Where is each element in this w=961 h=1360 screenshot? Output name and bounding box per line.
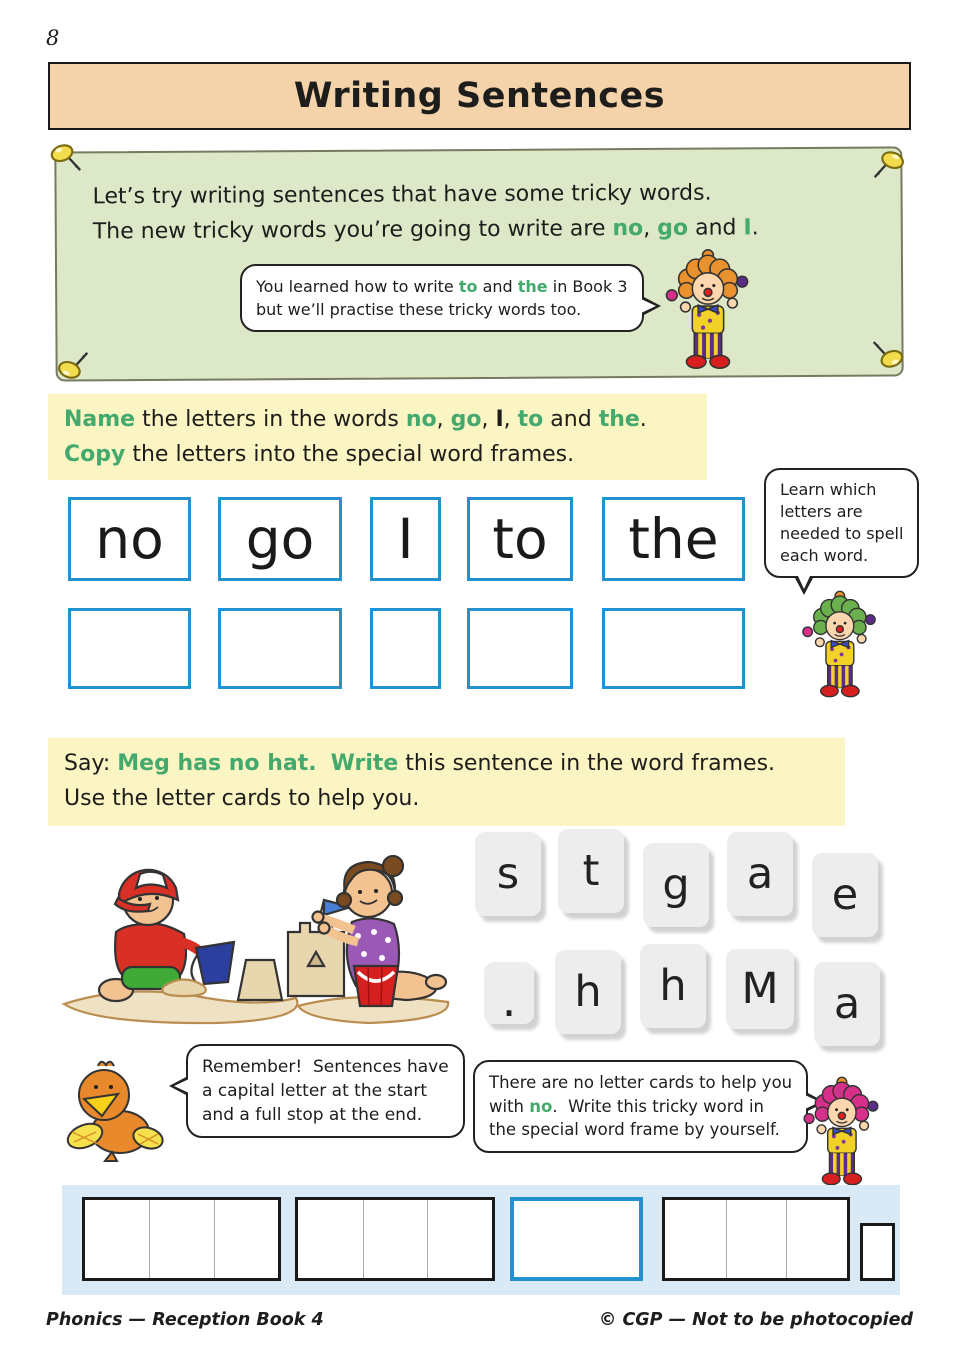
- letter-card-a[interactable]: a: [814, 962, 880, 1046]
- word-frame-label: I: [397, 507, 414, 571]
- speech-bubble-remember: Remember! Sentences have a capital letter at the start and a full stop at the end.: [186, 1044, 465, 1138]
- word-frame-the: [602, 497, 745, 581]
- duck-illustration: [58, 1056, 170, 1166]
- pushpin-icon: [48, 141, 84, 177]
- full-stop-frame[interactable]: [860, 1223, 895, 1281]
- clown-illustration: [663, 248, 751, 370]
- letter-card-h[interactable]: h: [640, 944, 706, 1028]
- letter-card-h[interactable]: h: [555, 950, 621, 1034]
- pushpin-icon: [870, 148, 906, 184]
- title-banner: [48, 62, 911, 130]
- instruction-name-copy: Name the letters in the words no, go, I, to and the. Copy the letters into the special word frames.: [48, 394, 707, 480]
- letter-card-M[interactable]: M: [726, 949, 794, 1029]
- empty-word-frame[interactable]: [218, 608, 342, 689]
- letter-card-fullstop[interactable]: .: [484, 962, 534, 1024]
- word-frame-label: go: [245, 507, 315, 571]
- word-frame-label: to: [492, 507, 548, 571]
- footer-book-title: Phonics — Reception Book 4: [46, 1310, 324, 1330]
- pushpin-icon: [55, 345, 91, 381]
- word-frame[interactable]: [662, 1197, 850, 1281]
- speech-bubble-no-cards: There are no letter cards to help you with no. Write this tricky word in the special word frame by yourself.: [473, 1060, 808, 1153]
- word-frame[interactable]: [82, 1197, 281, 1281]
- empty-word-frame[interactable]: [68, 608, 191, 689]
- letter-cell-divider: [149, 1200, 150, 1278]
- letter-cell-divider: [363, 1200, 364, 1278]
- footer-copyright: © CGP — Not to be photocopied: [598, 1310, 913, 1330]
- special-tricky-word-frame[interactable]: [510, 1197, 643, 1281]
- word-frame-go: [218, 497, 342, 581]
- kids-sandcastle-illustration: [56, 836, 460, 1032]
- letter-card-g[interactable]: g: [643, 843, 709, 927]
- clown-illustration: [800, 1076, 882, 1186]
- word-frame[interactable]: [295, 1197, 495, 1281]
- letter-cell-divider: [726, 1200, 727, 1278]
- word-frame-no: [68, 497, 191, 581]
- letter-cell-divider: [786, 1200, 787, 1278]
- letter-card-a[interactable]: a: [727, 832, 793, 916]
- word-frame-label: no: [95, 507, 164, 571]
- letter-cell-divider: [427, 1200, 428, 1278]
- word-frame-label: the: [628, 507, 719, 571]
- pushpin-icon: [869, 334, 905, 370]
- page-number: 8: [46, 26, 60, 50]
- letter-card-e[interactable]: e: [812, 853, 878, 937]
- speech-bubble-learn: Learn which letters are needed to spell each word.: [764, 468, 919, 578]
- clown-illustration: [797, 590, 881, 698]
- instruction-say-write: Say: Meg has no hat. Write this sentence in the word frames. Use the letter cards to help you.: [48, 738, 845, 826]
- page-title: Writing Sentences: [293, 76, 666, 116]
- letter-card-s[interactable]: s: [475, 832, 541, 916]
- empty-word-frame[interactable]: [602, 608, 745, 689]
- empty-word-frame[interactable]: [467, 608, 573, 689]
- word-frame-I: [370, 497, 441, 581]
- letter-card-t[interactable]: t: [558, 829, 624, 913]
- letter-cell-divider: [214, 1200, 215, 1278]
- intro-text: Let’s try writing sentences that have some tricky words. The new tricky words you’re going to write are no, go and I.: [92, 180, 759, 245]
- speech-bubble-book3: You learned how to write to and the in Book 3 but we’ll practise these tricky words too.: [240, 264, 644, 332]
- word-frame-to: [467, 497, 573, 581]
- empty-word-frame[interactable]: [370, 608, 441, 689]
- sentence-frames-strip: [62, 1185, 900, 1295]
